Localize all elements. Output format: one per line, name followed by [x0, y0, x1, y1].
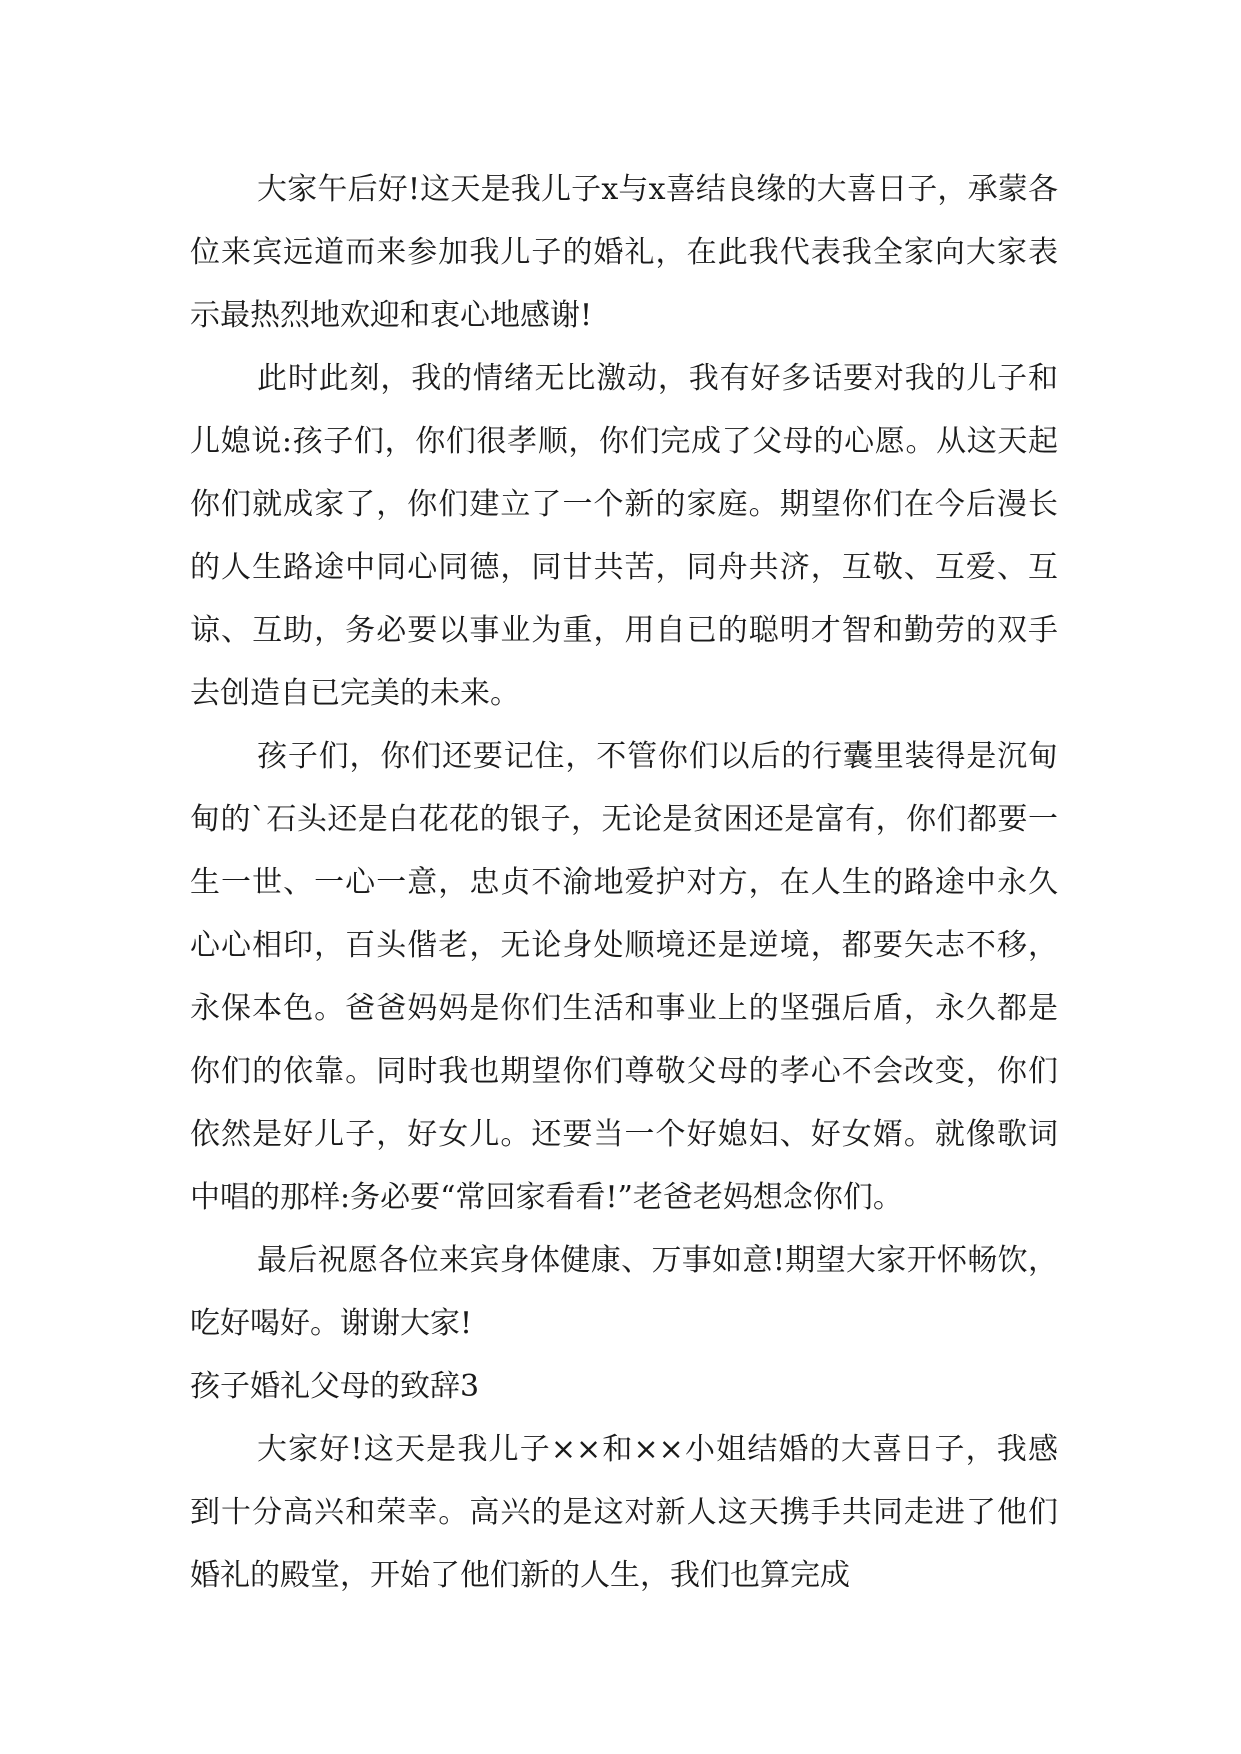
- paragraph-advice: 孩子们，你们还要记住，不管你们以后的行囊里装得是沉甸甸的`石头还是白花花的银子，无论是贫困还是富有，你们都要一生一世、一心一意，忠贞不渝地爱护对方，在人生的路途中永久心心相印，百头偕老，无论身处顺境还是逆境，都要矢志不移，永保本色。爸爸妈妈是你们生活和事业上的坚强后盾，永久都是你们的依靠。同时我也期望你们尊敬父母的孝心不会改变，你们依然是好儿子，好女儿。还要当一个好媳妇、好女婿。就像歌词中唱的那样:务必要“常回家看看!”老爸老妈想念你们。: [190, 739, 1058, 1215]
- paragraph-speech-3: 大家好!这天是我儿子××和××小姐结婚的大喜日子，我感到十分高兴和荣幸。高兴的是这对新人这天携手共同走进了他们婚礼的殿堂，开始了他们新的人生，我们也算完成: [190, 1432, 1058, 1593]
- paragraph-emotion: 此时此刻，我的情绪无比激动，我有好多话要对我的儿子和儿媳说:孩子们，你们很孝顺，你们完成了父母的心愿。从这天起你们就成家了，你们建立了一个新的家庭。期望你们在今后漫长的人生路途中同心同德，同甘共苦，同舟共济，互敬、互爱、互谅、互助，务必要以事业为重，用自已的聪明才智和勤劳的双手去创造自已完美的未来。: [190, 361, 1058, 711]
- paragraph-closing: 最后祝愿各位来宾身体健康、万事如意!期望大家开怀畅饮，吃好喝好。谢谢大家!: [190, 1243, 1058, 1341]
- document-page: [190, 158, 1058, 1607]
- paragraph-greeting: 大家午后好!这天是我儿子x与x喜结良缘的大喜日子，承蒙各位来宾远道而来参加我儿子的婚礼，在此我代表我全家向大家表示最热烈地欢迎和衷心地感谢!: [190, 172, 1058, 333]
- section-heading: 孩子婚礼父母的致辞3: [190, 1369, 480, 1404]
